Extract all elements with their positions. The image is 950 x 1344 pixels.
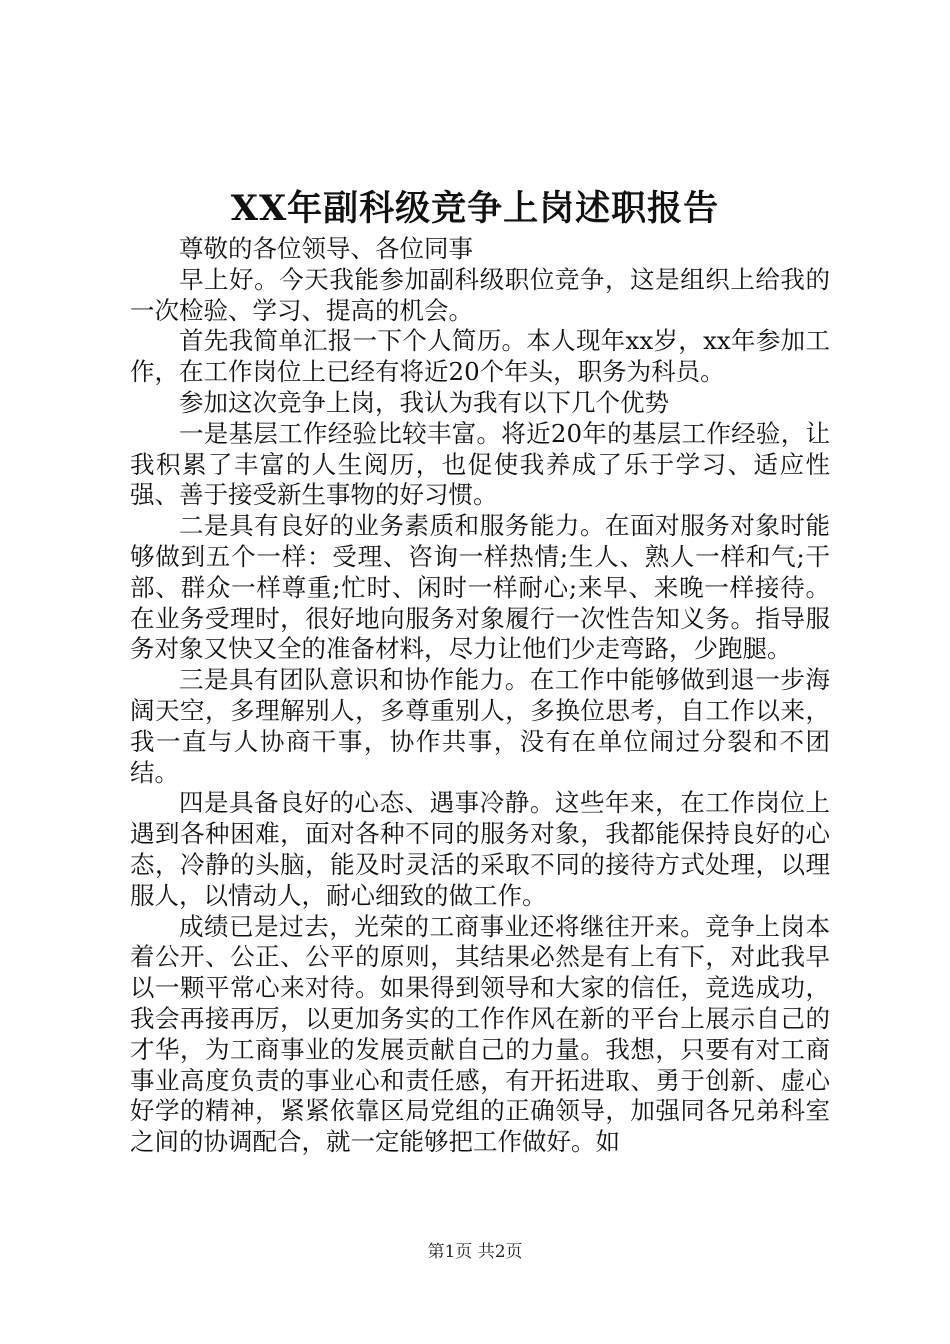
page-number-footer: 第1页 共2页 <box>427 1242 523 1262</box>
document-body <box>130 234 830 1158</box>
paragraph-advantage-4: 四是具备良好的心态、遇事冷静。这些年来，在工作岗位上遇到各种困难，面对各种不同的服务对象，我都能保持良好的心态，冷静的头脑，能及时灵活的采取不同的接待方式处理，以理服人，以情动人，耐心细致的做工作。 <box>130 788 830 910</box>
paragraph-resume: 首先我简单汇报一下个人简历。本人现年xx岁，xx年参加工作，在工作岗位上已经有将近20个年头，职务为科员。 <box>130 326 830 387</box>
paragraph-advantage-1: 一是基层工作经验比较丰富。将近20年的基层工作经验，让我积累了丰富的人生阅历，也促使我养成了乐于学习、适应性强、善于接受新生事物的好习惯。 <box>130 418 830 510</box>
paragraph-advantage-3: 三是具有团队意识和协作能力。在工作中能够做到退一步海阔天空，多理解别人，多尊重别人，多换位思考，自工作以来，我一直与人协商干事，协作共事，没有在单位闹过分裂和不团结。 <box>130 665 830 787</box>
document-title: XX年副科级竞争上岗述职报告 <box>230 188 720 229</box>
paragraph-advantages-intro: 参加这次竞争上岗，我认为我有以下几个优势 <box>179 387 669 417</box>
paragraph-closing: 成绩已是过去，光荣的工商事业还将继往开来。竞争上岗本着公开、公正、公平的原则，其结果必然是有上有下，对此我早以一颗平常心来对待。如果得到领导和大家的信任，竞选成功，我会再接再厉，以更加务实的工作作风在新的平台上展示自己的才华，为工商事业的发展贡献自己的力量。我想，只要有对工商事业高度负责的事业心和责任感，有开拓进取、勇于创新、虚心好学的精神，紧紧依靠区局党组的正确领导，加强同各兄弟科室之间的协调配合，就一定能够把工作做好。如 <box>130 911 830 1157</box>
paragraph-greeting: 早上好。今天我能参加副科级职位竞争，这是组织上给我的一次检验、学习、提高的机会。 <box>130 264 830 325</box>
paragraph-advantage-2: 二是具有良好的业务素质和服务能力。在面对服务对象时能够做到五个一样：受理、咨询一样热情;生人、熟人一样和气;干部、群众一样尊重;忙时、闲时一样耐心;来早、来晚一样接待。在业务受理时，很好地向服务对象履行一次性告知义务。指导服务对象又快又全的准备材料，尽力让他们少走弯路，少跑腿。 <box>130 511 830 664</box>
paragraph-salutation: 尊敬的各位领导、各位同事 <box>179 234 473 263</box>
